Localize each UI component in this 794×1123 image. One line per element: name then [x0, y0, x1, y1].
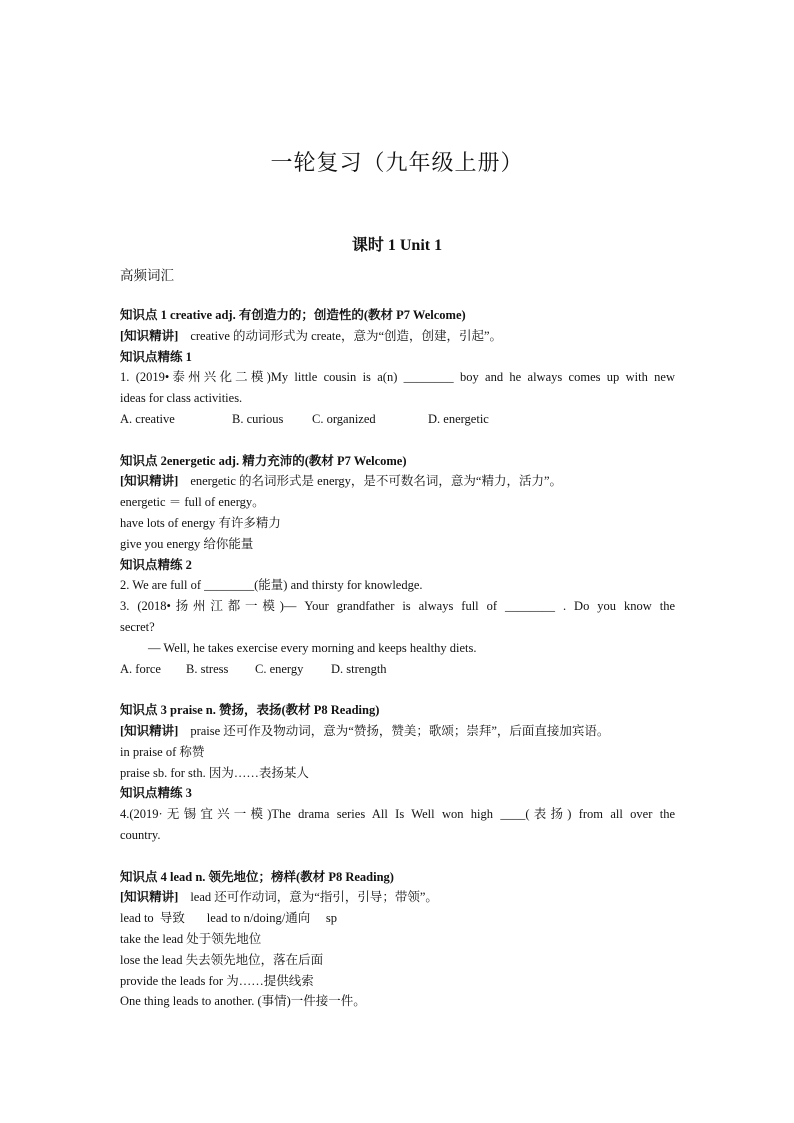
kp3-question-4: 4.(2019·无锡宜兴一模)The drama series All Is Well won high ____(表扬) from all over the	[120, 807, 675, 822]
document-title: 一轮复习（九年级上册）	[270, 150, 524, 175]
kp2-phrase-2: have lots of energy 有许多精力	[120, 515, 281, 530]
kp4-phrase-1: lead to 导致 lead to n/doing/通向 sp	[120, 911, 337, 926]
document-body	[120, 305, 675, 1012]
kp2-question-3-cont: secret?	[120, 619, 155, 634]
kp1-options	[120, 409, 675, 430]
kp1-explain-text: creative 的动词形式为 create，意为“创造，创建，引起”。	[190, 328, 503, 343]
kp4-heading: 知识点 4 lead n. 领先地位；榜样(教材 P8 Reading)	[120, 869, 394, 884]
kp4-explanation	[120, 887, 675, 908]
kp1-question-1: 1. (2019•泰州兴化二模)My little cousin is a(n) ________ boy and he always comes up with new	[120, 370, 675, 385]
kp2-heading: 知识点 2energetic adj. 精力充沛的(教材 P7 Welcome)	[120, 453, 407, 468]
kp3-question-4-cont: country.	[120, 827, 161, 842]
kp1-option-a: A. creative	[120, 411, 175, 426]
kp1-heading: 知识点 1 creative adj. 有创造力的；创造性的(教材 P7 Welcome)	[120, 308, 466, 322]
kp2-practice-heading: 知识点精练 2	[120, 557, 192, 572]
kp3-explain-text: praise 还可作及物动词，意为“赞扬，赞美；歌颂；崇拜”，后面直接加宾语。	[190, 723, 610, 738]
kp3-phrase-2: praise sb. for sth. 因为……表扬某人	[120, 765, 309, 780]
kp3-tag: [知识精讲]	[120, 723, 179, 738]
section-label: 高频词汇	[120, 268, 174, 283]
kp2-option-a: A. force	[120, 661, 161, 676]
kp1-option-b: B. curious	[232, 411, 284, 426]
kp2-option-d: D. strength	[331, 661, 387, 676]
kp4-phrase-4: provide the leads for 为……提供线索	[120, 973, 314, 988]
kp3-practice-heading: 知识点精练 3	[120, 786, 192, 801]
kp2-question-3: 3. (2018•扬州江都一模)— Your grandfather is always full of ________ . Do you know the	[120, 599, 675, 614]
kp2-tag: [知识精讲]	[120, 474, 179, 489]
kp3-heading: 知识点 3 praise n. 赞扬，表扬(教材 P8 Reading)	[120, 703, 380, 718]
kp2-options	[120, 659, 675, 680]
kp1-option-d: D. energetic	[428, 411, 489, 426]
kp3-phrase-1: in praise of 称赞	[120, 744, 205, 759]
lesson-title: 课时 1 Unit 1	[351, 237, 443, 254]
kp1-practice-heading: 知识点精练 1	[120, 349, 192, 364]
kp1-question-1-cont: ideas for class activities.	[120, 391, 243, 406]
kp2-explanation	[120, 471, 675, 492]
kp2-question-2: 2. We are full of ________(能量) and thirsty for knowledge.	[120, 578, 423, 593]
kp4-explain-text: lead 还可作动词，意为“指引，引导；带领”。	[190, 890, 438, 905]
kp2-explain-text: energetic 的名词形式是 energy，是不可数名词，意为“精力，活力”。	[190, 474, 563, 489]
kp4-phrase-3: lose the lead 失去领先地位，落在后面	[120, 952, 324, 967]
kp1-explanation	[120, 326, 675, 347]
kp4-phrase-5: One thing leads to another. (事情)一件接一件。	[120, 994, 366, 1009]
kp3-explanation	[120, 721, 675, 742]
kp2-phrase-3: give you energy 给你能量	[120, 536, 254, 551]
kp2-option-c: C. energy	[255, 661, 304, 676]
kp2-phrase-1: energetic ＝ full of energy。	[120, 495, 265, 510]
kp4-phrase-2: take the lead 处于领先地位	[120, 931, 262, 946]
kp1-option-c: C. organized	[312, 411, 376, 426]
kp2-question-3-reply: — Well, he takes exercise every morning and keeps healthy diets.	[148, 640, 477, 655]
kp2-option-b: B. stress	[186, 661, 229, 676]
kp4-tag: [知识精讲]	[120, 890, 179, 905]
kp1-tag: [知识精讲]	[120, 328, 179, 343]
